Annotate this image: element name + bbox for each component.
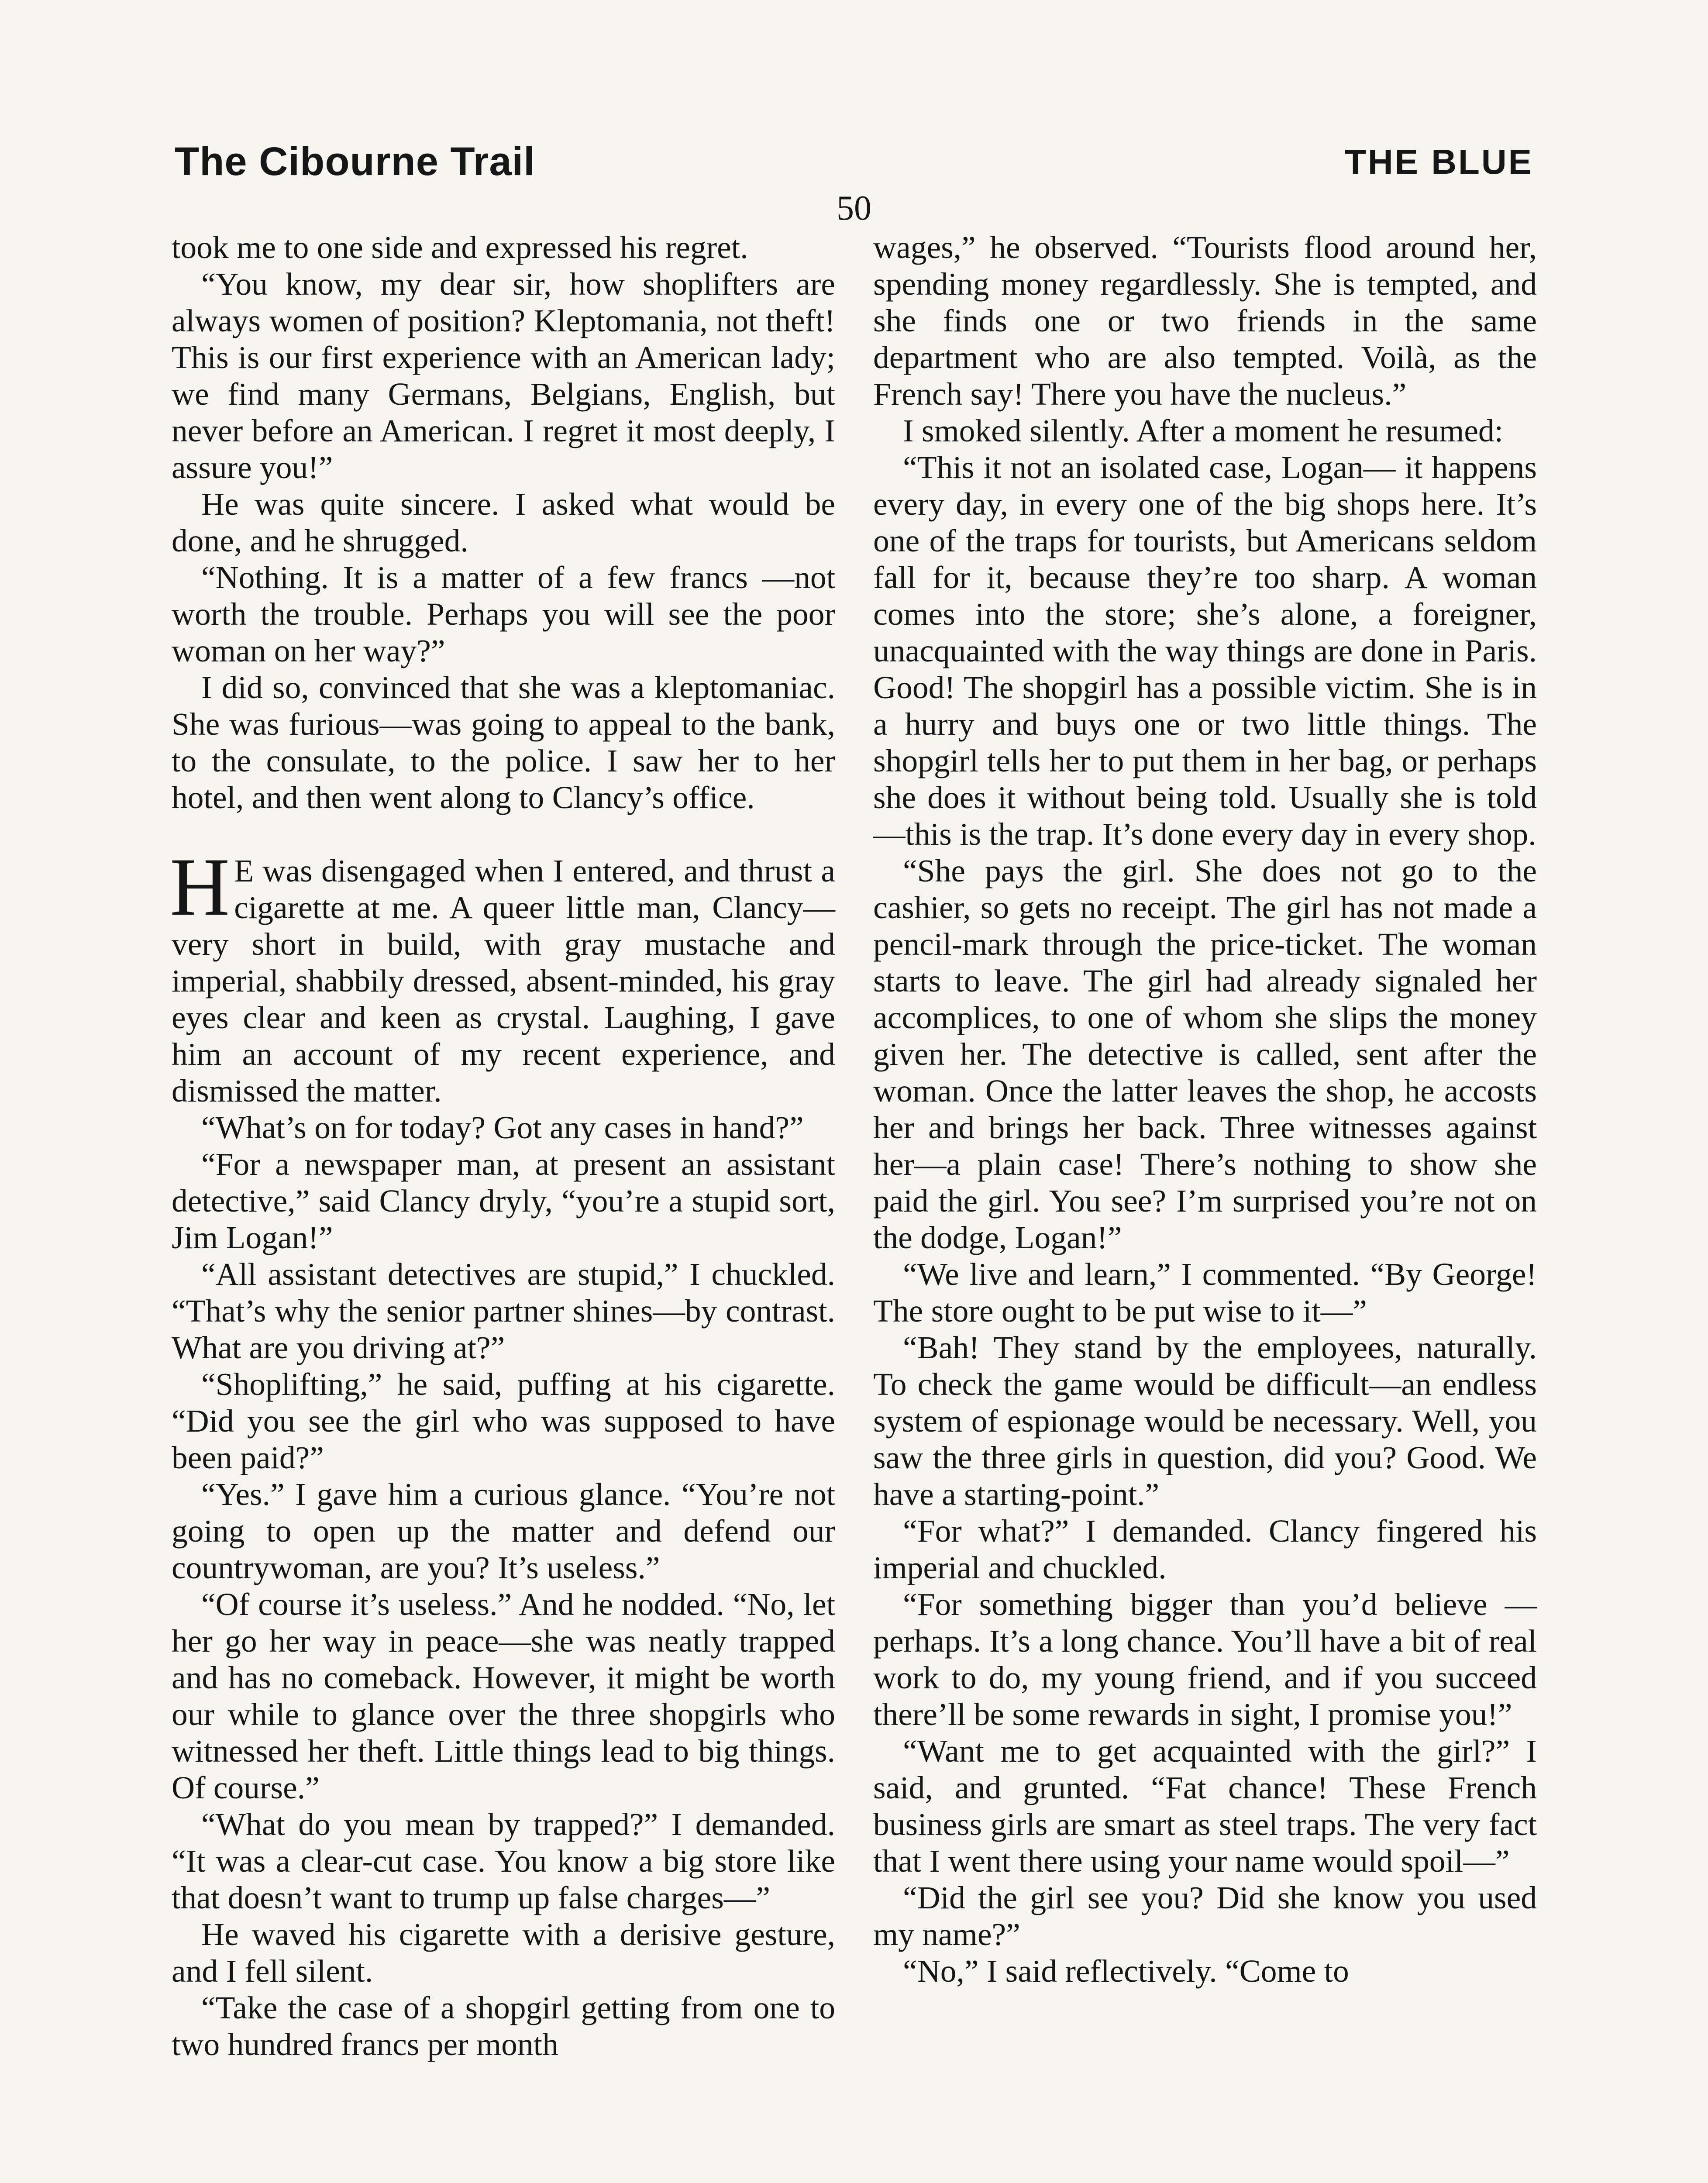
magazine-name: THE BLUE	[1345, 142, 1533, 181]
left-column	[172, 229, 835, 2063]
paragraph: “Take the case of a shopgirl getting from one to two hundred francs per month	[172, 1990, 835, 2062]
right-column	[873, 229, 1537, 1990]
paragraph: “She pays the girl. She does not go to the cashier, so gets no receipt. The girl has not made a pencil-mark through the price-ticket. The woman starts to leave. The girl had already signaled her accomplices, to one of whom she slips the money given her. The detective is called, sent after the woman. Once the latter leaves the shop, he accosts her and brings her back. Three witnesses against her—a plain case! There’s nothing to show she paid the girl. You see? I’m surprised you’re not on the dodge, Logan!”	[873, 853, 1537, 1255]
paragraph: “What do you mean by trapped?” I demanded. “It was a clear-cut case. You know a big store like that doesn’t want to trump up false charges—”	[172, 1807, 835, 1915]
paragraph: “For what?” I demanded. Clancy fingered his imperial and chuckled.	[873, 1513, 1537, 1585]
paragraph: wages,” he observed. “Tourists flood around her, spending money regardlessly. She is tempted, and she finds one or two friends in the same department who are also tempted. Voilà, as the French say! There you have the nucleus.”	[873, 230, 1537, 412]
paragraph: “Of course it’s useless.” And he nodded. “No, let her go her way in peace—she was neatly trapped and has no comeback. However, it might be worth our while to glance over the three shopgirls who witnessed her theft. Little things lead to big things. Of course.”	[172, 1587, 835, 1805]
paragraph: “Did the girl see you? Did she know you used my name?”	[873, 1880, 1537, 1952]
paragraph: I smoked silently. After a moment he resumed:	[903, 413, 1504, 448]
paragraph-text: E was disengaged when I entered, and thrust a cigarette at me. A queer little man, Clancy—very short in build, with gray mustache and imperial, shabbily dressed, absent-minded, his gray eyes clear and keen as crystal. Laughing, I gave him an account of my recent experience, and dismissed the matter.	[172, 853, 835, 1109]
paragraph: He waved his cigarette with a derisive gesture, and I fell silent.	[172, 1917, 835, 1989]
paragraph: He was quite sincere. I asked what would be done, and he shrugged.	[172, 486, 835, 558]
story-title: The Cibourne Trail	[175, 139, 535, 184]
drop-cap: H	[170, 841, 230, 933]
paragraph: “What’s on for today? Got any cases in hand?”	[201, 1110, 804, 1145]
page-number: 50	[837, 189, 871, 227]
paragraph: “For something bigger than you’d believe —perhaps. It’s a long chance. You’ll have a bit of real work to do, my young friend, and if you succeed there’ll be some rewards in sight, I promise you!”	[873, 1587, 1537, 1732]
paragraph: took me to one side and expressed his regret.	[172, 230, 748, 265]
paragraph: “Nothing. It is a matter of a few francs —not worth the trouble. Perhaps you will see the poor woman on her way?”	[172, 560, 835, 668]
paragraph: “All assistant detectives are stupid,” I chuckled. “That’s why the senior partner shines—by contrast. What are you driving at?”	[172, 1257, 835, 1365]
paragraph: “No,” I said reflectively. “Come to	[903, 1953, 1349, 1989]
paragraph: “Bah! They stand by the employees, naturally. To check the game would be difficult—an endless system of espionage would be necessary. Well, you saw the three girls in question, did you? Good. We have a starting-point.”	[873, 1330, 1537, 1512]
paragraph: “Shoplifting,” he said, puffing at his cigarette. “Did you see the girl who was supposed to have been paid?”	[172, 1367, 835, 1475]
paragraph: “For a newspaper man, at present an assistant detective,” said Clancy dryly, “you’re a stupid sort, Jim Logan!”	[172, 1147, 835, 1255]
paragraph: “We live and learn,” I commented. “By George! The store ought to be put wise to it—”	[873, 1257, 1537, 1329]
paragraph: “You know, my dear sir, how shoplifters are always women of position? Kleptomania, not theft! This is our first experience with an American lady; we find many Germans, Belgians, English, but never before an American. I regret it most deeply, I assure you!”	[172, 266, 835, 485]
paragraph: “This it not an isolated case, Logan— it happens every day, in every one of the big shops here. It’s one of the traps for tourists, but Americans seldom fall for it, because they’re too sharp. A woman comes into the store; she’s alone, a foreigner, unacquainted with the way things are done in Paris. Good! The shopgirl has a possible victim. She is in a hurry and buys one or two little things. The shopgirl tells her to put them in her bag, or perhaps she does it without being told. Usually she is told—this is the trap. It’s done every day in every shop.	[873, 450, 1537, 852]
paragraph: I did so, convinced that she was a kleptomaniac. She was furious—was going to appeal to the bank, to the consulate, to the police. I saw her to her hotel, and then went along to Clancy’s office.	[172, 670, 835, 815]
section-opening-paragraph	[170, 841, 835, 1109]
paragraph: “Want me to get acquainted with the girl?” I said, and grunted. “Fat chance! These French business girls are smart as steel traps. The very fact that I went there using your name would spoil—”	[873, 1733, 1537, 1879]
paragraph: “Yes.” I gave him a curious glance. “You’re not going to open up the matter and defend our countrywoman, are you? It’s useless.”	[172, 1477, 835, 1585]
